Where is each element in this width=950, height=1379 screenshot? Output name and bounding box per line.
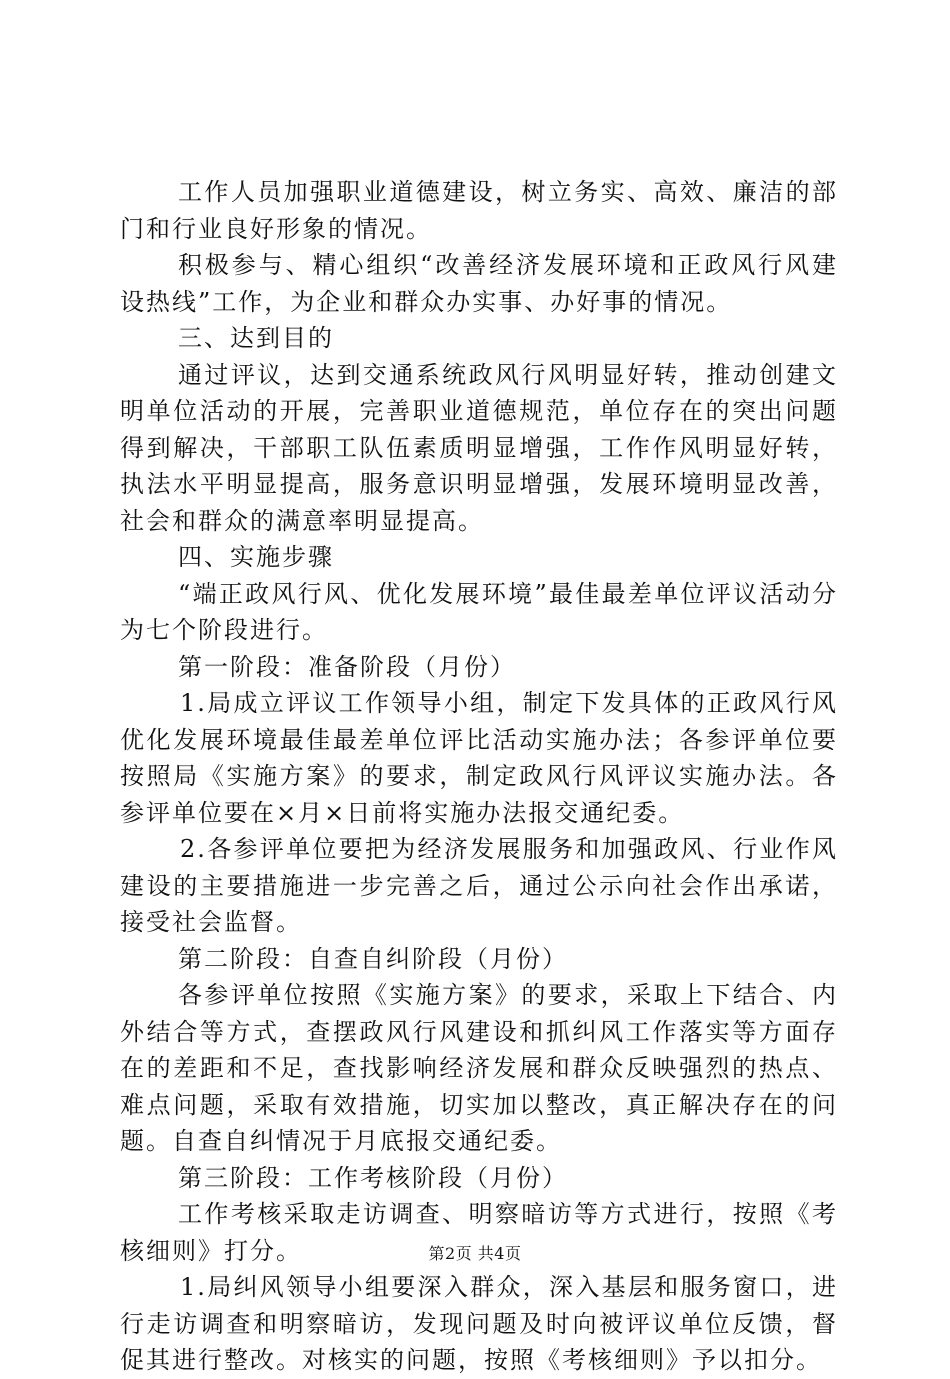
page-footer: 第2页 共4页 <box>428 1244 522 1263</box>
paragraph: 通过评议，达到交通系统政风行风明显好转，推动创建文明单位活动的开展，完善职业道德规范，单位存在的突出问题得到解决，干部职工队伍素质明显增强，工作作风明显好转，执法水平明显提高，服务意识明显增强，发展环境明显改善，社会和群众的满意率明显提高。 <box>120 360 838 535</box>
paragraph: 积极参与、精心组织“改善经济发展环境和正政风行风建设热线”工作，为企业和群众办实事、办好事的情况。 <box>120 251 838 316</box>
section-heading: 四、实施步骤 <box>178 543 334 571</box>
paragraph: “端正政风行风、优化发展环境”最佳最差单位评议活动分为七个阶段进行。 <box>120 579 838 644</box>
stage-heading: 第二阶段：自查自纠阶段（月份） <box>178 944 568 973</box>
document-body <box>120 174 838 1379</box>
paragraph: 各参评单位按照《实施方案》的要求，采取上下结合、内外结合等方式，查摆政风行风建设和抓纠风工作落实等方面存在的差距和不足，查找影响经济发展和群众反映强烈的热点、难点问题，采取有效措施，切实加以整改，真正解决存在的问题。自查自纠情况于月底报交通纪委。 <box>120 981 838 1155</box>
section-heading: 三、达到目的 <box>178 324 334 352</box>
paragraph: 工作考核采取走访调查、明察暗访等方式进行，按照《考核细则》打分。 <box>120 1200 838 1265</box>
numbered-item: 1.局成立评议工作领导小组，制定下发具体的正政风行风优化发展环境最佳最差单位评比活动实施办法；各参评单位要按照局《实施方案》的要求，制定政风行风评议实施办法。各参评单位要在×月×日前将实施办法报交通纪委。 <box>120 689 838 827</box>
stage-heading: 第三阶段：工作考核阶段（月份） <box>178 1163 568 1192</box>
numbered-item: 1.局纠风领导小组要深入群众，深入基层和服务窗口，进行走访调查和明察暗访，发现问题及时向被评议单位反馈，督促其进行整改。对核实的问题，按照《考核细则》予以扣分。 <box>120 1273 838 1374</box>
numbered-item: 2.各参评单位要把为经济发展服务和加强政风、行业作风建设的主要措施进一步完善之后，通过公示向社会作出承诺，接受社会监督。 <box>120 835 838 936</box>
paragraph: 工作人员加强职业道德建设，树立务实、高效、廉洁的部门和行业良好形象的情况。 <box>120 178 838 243</box>
stage-heading: 第一阶段：准备阶段（月份） <box>178 652 516 681</box>
